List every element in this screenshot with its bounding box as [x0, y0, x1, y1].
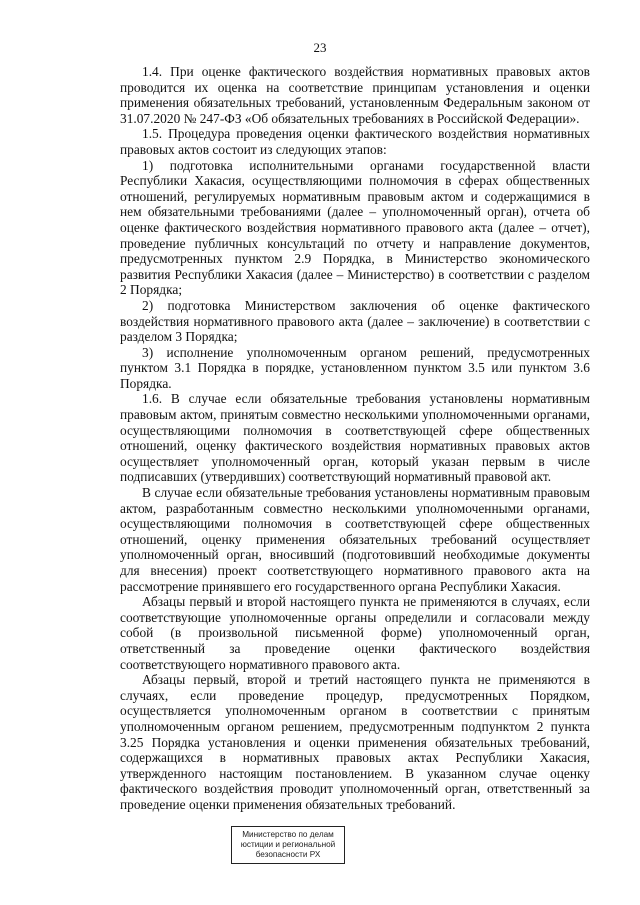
- list-item-3: 3) исполнение уполномоченным органом решений, предусмотренных пунктом 3.1 Порядка в порядке, установленном пунктом 3.5 или пунктом 3.6 Порядка.: [120, 344, 590, 391]
- paragraph-1-4: 1.4. При оценке фактического воздействия нормативных правовых актов проводится их оценка на соответствие принципам установления и оценки применения обязательных требований, установленным Федеральным законом от 31.07.2020 № 247-ФЗ «Об обязательных требованиях в Российской Федерации».: [120, 64, 590, 126]
- list-item-1: 1) подготовка исполнительными органами государственной власти Республики Хакасия, осуществляющими полномочия в сферах общественных отношений, регулируемых нормативным правовым актом и содержащимися в нем обязательными требованиями (далее – уполномоченный орган), отчета об оценке фактического воздействия нормативного правового акта (далее – отчет), проведение публичных консультаций по отчету и направление документов, предусмотренных пунктом 2.9 Порядка, в Министерство экономического развития Республики Хакасия (далее – Министерство) в соответствии с разделом 2 Порядка;: [120, 157, 590, 298]
- document-body: [120, 64, 590, 813]
- page-number: 23: [313, 40, 327, 55]
- list-item-2: 2) подготовка Министерством заключения об оценке фактического воздействия нормативного правового акта (далее – заключение) в соответствии с разделом 3 Порядка;: [120, 297, 590, 345]
- paragraph-1-6-third: Абзацы первый и второй настоящего пункта не применяются в случаях, если соответствующие уполномоченные органы определили и согласовали между собой (в произвольной письменной форме) уполномоченный орган, ответственный за проведение оценки фактического воздействия соответствующего нормативного правового акта.: [120, 594, 590, 672]
- stamp-line-2: юстиции и региональной: [240, 840, 336, 849]
- paragraph-1-5: 1.5. Процедура проведения оценки фактического воздействия нормативных правовых актов состоит из следующих этапов:: [120, 126, 590, 157]
- paragraph-1-6-fourth: Абзацы первый, второй и третий настоящего пункта не применяются в случаях, если проведение процедур, предусмотренных Порядком, осуществляется уполномоченным органом в соответствии с принятым уполномоченным органом решением, предусмотренным подпунктом 2 пункта 3.25 Порядка установления и оценки применения обязательных требований, содержащихся в нормативных правовых актах Республики Хакасия, утвержденного настоящим постановлением. В указанном случае оценку фактического воздействия проводит уполномоченный орган, ответственный за проведение оценки применения обязательных требований.: [120, 672, 590, 812]
- ministry-stamp: [231, 826, 345, 864]
- stamp-line-3: безопасности РХ: [255, 850, 321, 859]
- paragraph-1-6-second: В случае если обязательные требования установлены нормативным правовым актом, разработанным совместно несколькими уполномоченными органами, осуществляющими полномочия в соответствующей сфере общественных отношений, оценку применения обязательных требований осуществляет уполномоченный орган, вносивший (подготовивший необходимые документы для внесения) проект соответствующего нормативного правового акта на рассмотрение принявшего его государственного органа Республики Хакасия.: [120, 485, 590, 594]
- stamp-line-1: Министерство по делам: [242, 830, 334, 839]
- paragraph-1-6: 1.6. В случае если обязательные требования установлены нормативным правовым актом, принятым совместно несколькими уполномоченными органами, осуществляющими полномочия в соответствующей сфере общественных отношений, оценку фактического воздействия нормативных правовых актов осуществляет уполномоченный орган, который указан первым в числе подписавших (утвердивших) соответствующий нормативный правовой акт.: [120, 391, 590, 485]
